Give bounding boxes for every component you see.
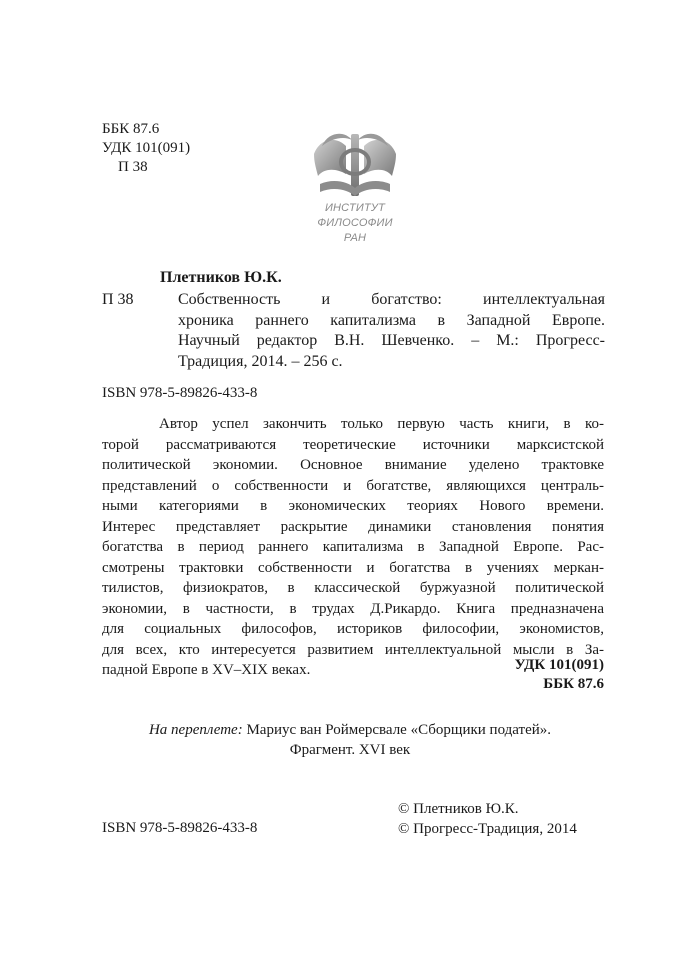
title-line: Научный редактор В.Н. Шевченко. – М.: Прогресс- [178, 332, 605, 349]
cover-note [80, 720, 620, 760]
cover-label: На переплете: [148, 722, 243, 738]
author-name: Плетников Ю.К. [160, 269, 282, 286]
abstract-line: представлений о собственности и богатстве, являющихся централь- [102, 477, 604, 494]
logo-emblem-icon [300, 124, 410, 204]
bbk-code: ББК 87.6 [102, 121, 160, 137]
abstract-line: падной Европе в XV–XIX веках. [102, 662, 311, 678]
udk-code-bold: УДК 101(091) [514, 657, 604, 673]
copyright-block [398, 799, 577, 839]
cover-line2: Фрагмент. XVI век [289, 742, 411, 758]
abstract-line: тилистов, физиократов, в классической буржуазной политической [102, 580, 604, 596]
abstract-line: политической экономии. Основное внимание уделено трактовке [102, 457, 604, 473]
classification-block [102, 120, 190, 177]
isbn: ISBN 978-5-89826-433-8 [102, 385, 258, 401]
abstract-line: торой рассматриваются теоретические источники марксистской [102, 436, 604, 453]
abstract-line: Автор успел закончить только первую часть книги, в ко- [159, 416, 604, 432]
institute-logo [300, 124, 410, 246]
copyright-author: © Плетников Ю.К. [398, 801, 519, 817]
title-line: Собственность и богатство: интеллектуальная [178, 291, 605, 308]
abstract-line: экономии, в частности, в трудах Д.Рикардо. Книга предназначена [102, 600, 604, 617]
isbn-footer: ISBN 978-5-89826-433-8 [102, 820, 258, 836]
abstract-line: богатства в период раннего капитализма в Западной Европе. Рас- [102, 539, 604, 555]
cover-text: Мариус ван Роймерсвале «Сборщики податей». [242, 722, 552, 738]
abstract-paragraph [102, 414, 604, 681]
copyright-publisher: © Прогресс-Традиция, 2014 [398, 821, 577, 837]
logo-text-line2: ФИЛОСОФИИ [317, 217, 393, 229]
logo-text-line1: ИНСТИТУТ [324, 202, 386, 214]
cover-line [80, 720, 620, 740]
bibliographic-description [178, 290, 605, 372]
abstract-line: для социальных философов, историков философии, экономистов, [102, 621, 604, 637]
title-line: Традиция, 2014. – 256 с. [178, 352, 343, 370]
abstract-line: Интерес представляет раскрытие динамики становления понятия [102, 518, 604, 535]
title-line: хроника раннего капитализма в Западной Европе. [178, 311, 605, 329]
abstract-line: смотрены трактовки собственности и богатства в учениях меркан- [102, 559, 604, 576]
author-cipher: П 38 [118, 159, 148, 175]
abstract-line: для всех, кто интересуется развитием интеллектуальной мысли в За- [102, 641, 604, 658]
logo-text-line3: РАН [343, 232, 367, 244]
entry-cipher: П 38 [102, 291, 134, 308]
udk-code: УДК 101(091) [102, 140, 191, 156]
abstract-line: ными категориями в экономических теориях Нового времени. [102, 498, 604, 514]
classification-codes [380, 656, 604, 694]
bbk-code-bold: ББК 87.6 [543, 676, 604, 692]
